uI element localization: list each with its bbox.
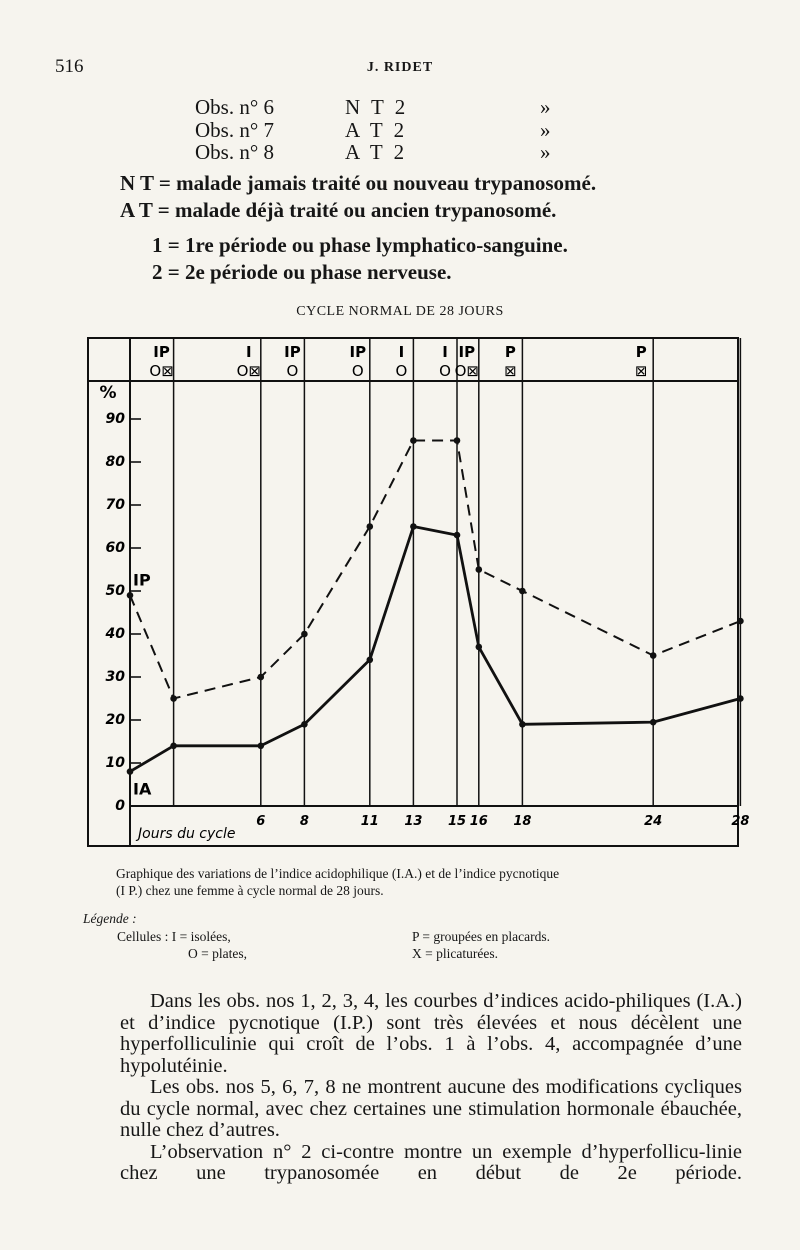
series (127, 437, 744, 798)
x-tick-label: 8 (299, 814, 309, 829)
figure-caption-line-2: (I P.) chez une femme à cycle normal de 28 jours. (116, 883, 384, 898)
marker-symbols: O (286, 362, 299, 380)
data-point-ip (650, 652, 657, 659)
marker-symbols: O (395, 362, 408, 380)
x-tick-label: 15 (447, 814, 467, 829)
data-point-ip (737, 618, 744, 625)
paragraph: Dans les obs. nos 1, 2, 3, 4, les courbes d’indices acido-philiques (I.A.) et d’indice pycnotique (I.P.) sont très élevées et nous décèlent une hyperfolliculinie qui croît de l’obs. 1 à l’obs. 4, accompagnée d’une hypolutéinie. (120, 990, 742, 1077)
data-point-ia (301, 721, 308, 728)
x-tick-label: 18 (513, 814, 532, 829)
chart-title: CYCLE NORMAL DE 28 JOURS (296, 304, 504, 319)
page-number: 516 (55, 56, 84, 77)
obs-ditto: » (540, 95, 551, 119)
data-point-ia (476, 644, 483, 651)
y-tick-label: 0 (115, 798, 125, 814)
marker-symbols: O⊠ (236, 362, 261, 380)
data-point-ia (127, 768, 134, 775)
legend-title: Légende : (83, 911, 137, 926)
marker-letters: IP (349, 343, 367, 361)
obs-ditto: » (540, 118, 551, 142)
obs-code: A T 2 (345, 140, 408, 164)
marker-symbols: O (439, 362, 451, 380)
data-point-ip (519, 588, 526, 595)
legend-cells-isolated: Cellules : I = isolées, (117, 929, 231, 944)
marker-letters: I (398, 343, 405, 361)
marker-symbols: O (351, 362, 364, 380)
y-tick-label: 20 (105, 712, 125, 728)
y-ticks (105, 411, 141, 814)
definition-nt: N T = malade jamais traité ou nouveau trypanosomé. (120, 171, 597, 195)
y-tick-label: 80 (105, 454, 125, 470)
x-tick-label: 28 (731, 814, 750, 829)
data-point-ip (170, 695, 177, 702)
paragraph: L’observation n° 2 ci-contre montre un exemple d’hyperfollicu-linie chez une trypanosomée en début de 2e période. (120, 1140, 742, 1184)
data-point-ia (367, 657, 374, 664)
data-point-ia (410, 523, 417, 530)
y-tick-label: 40 (105, 626, 125, 642)
x-tick-label: 6 (256, 814, 266, 829)
x-axis-label: Jours du cycle (138, 826, 236, 842)
x-tick-label: 11 (360, 814, 379, 829)
legend-cells-grouped: P = groupées en placards. (412, 929, 550, 944)
obs-label: Obs. n° 6 (195, 95, 274, 119)
data-point-ip (410, 437, 417, 444)
series-line-ia (130, 527, 740, 772)
marker-letters: IP (458, 343, 476, 361)
marker-letters: IP (284, 343, 301, 361)
y-tick-label: 10 (105, 755, 125, 771)
series-label-ip: IP (133, 570, 151, 590)
data-point-ip (301, 631, 308, 638)
x-tick-label: 13 (404, 814, 423, 829)
data-point-ip (367, 523, 374, 530)
data-point-ip (476, 566, 483, 573)
day-gridlines (174, 338, 741, 806)
marker-letters: I (442, 343, 448, 361)
legend-cells-folded: X = plicaturées. (412, 946, 498, 961)
marker-letters: P (635, 343, 647, 361)
x-tick-label: 24 (644, 814, 663, 829)
y-tick-label: 50 (105, 583, 125, 599)
legend-cells-flat: O = plates, (188, 946, 247, 961)
marker-letters: IP (153, 343, 170, 361)
paragraph: Les obs. nos 5, 6, 7, 8 ne montrent aucune des modifications cycliques du cycle normal, avec chez certaines une stimulation hormonale ébauchée, nulle chez d’autres. (120, 1076, 742, 1141)
y-tick-label: 60 (105, 540, 125, 556)
data-point-ia (170, 743, 177, 750)
marker-symbols: O⊠ (454, 362, 479, 380)
definition-phase-2: 2 = 2e période ou phase nerveuse. (152, 260, 452, 284)
data-point-ia (454, 532, 461, 539)
running-title: J. RIDET (366, 60, 434, 75)
data-point-ip (258, 674, 265, 681)
y-tick-label: 70 (105, 497, 125, 513)
y-tick-label: 90 (105, 411, 125, 427)
data-point-ia (737, 695, 744, 702)
definition-at: A T = malade déjà traité ou ancien trypanosomé. (120, 198, 557, 222)
data-point-ia (650, 719, 657, 726)
y-axis-label: % (99, 383, 117, 403)
marker-symbols: ⊠ (634, 362, 648, 380)
x-ticks (256, 814, 749, 829)
data-point-ip (454, 437, 461, 444)
body-text (120, 991, 742, 1185)
data-point-ia (258, 743, 265, 750)
figure-caption-line-1: Graphique des variations de l’indice acidophilique (I.A.) et de l’indice pycnotique (116, 866, 560, 881)
marker-letters: P (504, 343, 516, 361)
y-tick-label: 30 (105, 669, 125, 685)
series-line-ip (130, 441, 740, 699)
obs-ditto: » (540, 140, 551, 164)
obs-label: Obs. n° 7 (195, 118, 274, 142)
top-markers (149, 343, 647, 380)
marker-symbols: O⊠ (149, 362, 174, 380)
series-label-ia: IA (133, 779, 152, 799)
obs-code: N T 2 (345, 95, 409, 119)
marker-letters: I (246, 343, 252, 361)
definition-phase-1: 1 = 1re période ou phase lymphatico-sanguine. (152, 233, 568, 257)
obs-label: Obs. n° 8 (195, 140, 274, 164)
x-tick-label: 16 (469, 814, 488, 829)
data-point-ip (127, 592, 134, 599)
data-point-ia (519, 721, 526, 728)
obs-code: A T 2 (345, 118, 408, 142)
marker-symbols: ⊠ (504, 362, 517, 380)
